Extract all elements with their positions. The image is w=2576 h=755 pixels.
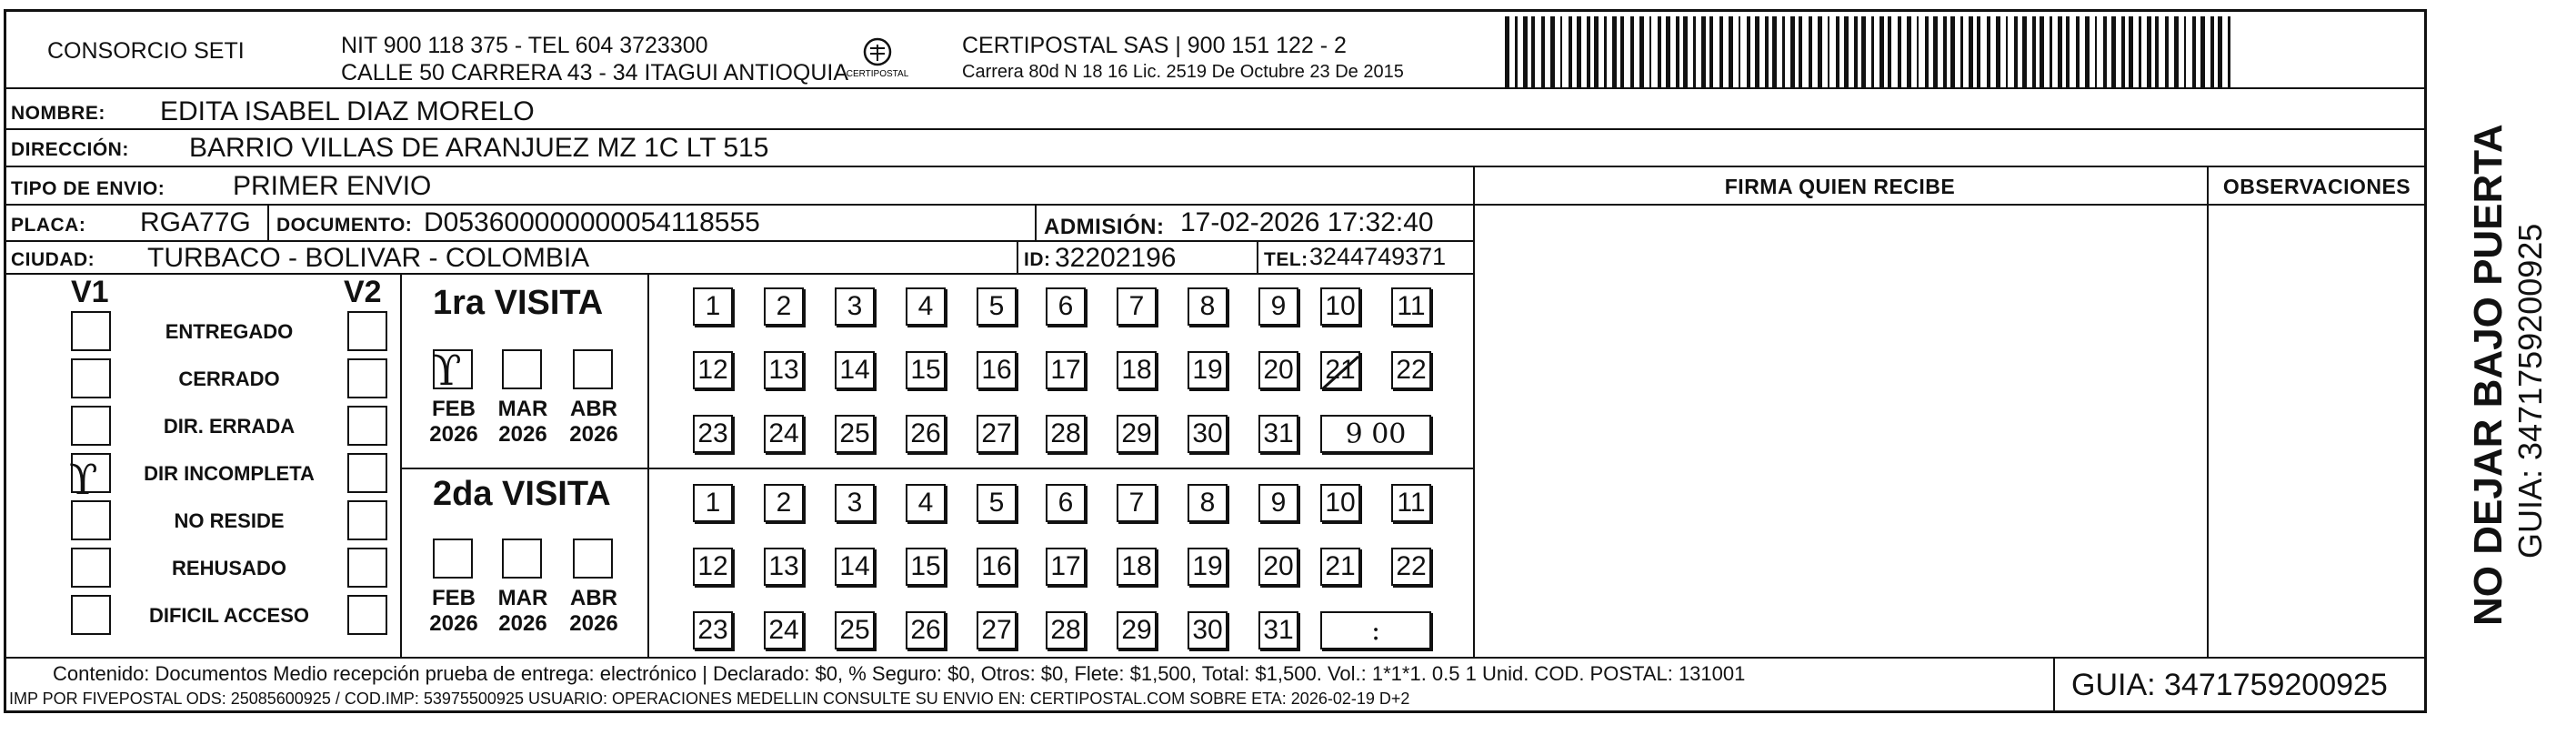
month-label: FEB 2026 xyxy=(429,586,478,636)
status-label: NO RESIDE xyxy=(174,509,285,532)
visit1-day-box[interactable]: 29 xyxy=(1117,415,1157,453)
barcode-bar xyxy=(1604,16,1607,87)
barcode-bar xyxy=(1898,16,1901,87)
barcode-bar xyxy=(2192,16,2196,87)
visit1-day-box[interactable]: 1 xyxy=(693,287,733,326)
v1-checkbox[interactable] xyxy=(71,311,111,351)
id-value: 32202196 xyxy=(1055,243,1177,273)
obs-left-border xyxy=(2207,166,2209,657)
row-line-4 xyxy=(4,240,1473,242)
visit2-day-box[interactable]: 18 xyxy=(1117,548,1157,586)
firma-header: FIRMA QUIEN RECIBE xyxy=(1724,175,1956,198)
v1-label: V1 xyxy=(71,275,109,309)
barcode-bar xyxy=(1587,16,1590,87)
barcode-bar xyxy=(2184,16,2186,87)
month-checkbox[interactable] xyxy=(573,539,613,579)
v1-checkbox[interactable] xyxy=(71,358,111,398)
barcode-bar xyxy=(1799,16,1802,87)
firma-left-border xyxy=(1473,166,1475,657)
admision-divider xyxy=(1035,204,1037,240)
visit1-day-box[interactable]: 11 xyxy=(1391,287,1431,326)
barcode-bar xyxy=(1594,16,1599,87)
tel-divider xyxy=(1257,240,1258,273)
id-divider xyxy=(1017,240,1018,273)
visit1-day-box[interactable]: 7 xyxy=(1117,287,1157,326)
row-line-1 xyxy=(4,128,2427,130)
visit2-day-box[interactable]: 25 xyxy=(835,611,875,649)
barcode-bar xyxy=(1950,16,1955,87)
barcode-bar xyxy=(1747,16,1750,87)
month-checkbox[interactable] xyxy=(433,539,473,579)
visit1-day-box[interactable]: 6 xyxy=(1046,287,1086,326)
v2-checkbox[interactable] xyxy=(347,406,387,446)
status-label: REHUSADO xyxy=(172,557,286,579)
visit2-day-box[interactable]: 13 xyxy=(764,548,804,586)
barcode-bar xyxy=(1505,16,1509,87)
visit1-day-box[interactable]: 23 xyxy=(693,415,733,453)
barcode-bar xyxy=(1666,16,1670,87)
visit1-day-box[interactable]: 19 xyxy=(1188,351,1228,389)
visit2-time-box[interactable]: : xyxy=(1320,611,1431,649)
barcode-bar xyxy=(1701,16,1706,87)
visit1-day-box[interactable]: 15 xyxy=(906,351,946,389)
barcode-bar xyxy=(1828,16,1829,87)
admision-label: ADMISIÓN: xyxy=(1044,215,1165,239)
placa-divider xyxy=(267,204,269,240)
month-label: FEB 2026 xyxy=(429,397,478,447)
placa-label: PLACA: xyxy=(11,215,86,236)
barcode-bar xyxy=(1676,16,1679,87)
v1-checkbox[interactable] xyxy=(71,406,111,446)
barcode xyxy=(1505,16,2232,87)
barcode-bar xyxy=(2218,16,2222,87)
visit2-day-box[interactable]: 7 xyxy=(1117,484,1157,522)
barcode-bar xyxy=(2014,16,2018,87)
visit2-day-box[interactable]: 21 xyxy=(1320,548,1360,586)
month-checkbox[interactable] xyxy=(502,349,542,389)
visit1-day-box[interactable]: 17 xyxy=(1046,351,1086,389)
barcode-bar xyxy=(1879,16,1884,87)
barcode-bar xyxy=(1917,16,1919,87)
visit1-day-box[interactable]: 14 xyxy=(835,351,875,389)
barcode-bar xyxy=(2111,16,2116,87)
tel-value: 3244749371 xyxy=(1309,243,1447,270)
nombre-label: NOMBRE: xyxy=(11,103,105,124)
visit2-day-box[interactable]: 27 xyxy=(977,611,1017,649)
barcode-bar xyxy=(2032,16,2036,87)
documento-label: DOCUMENTO: xyxy=(276,215,413,236)
no-dejar-bajo-puerta: NO DEJAR BAJO PUERTA xyxy=(2466,124,2511,626)
barcode-bar xyxy=(1719,16,1723,87)
nombre-value: EDITA ISABEL DIAZ MORELO xyxy=(160,96,535,126)
visit2-day-box[interactable]: 10 xyxy=(1320,484,1360,522)
barcode-bar xyxy=(1709,16,1713,87)
v1-checkbox[interactable] xyxy=(71,548,111,588)
visit2-day-box[interactable]: 12 xyxy=(693,548,733,586)
visit1-day-box[interactable]: 22 xyxy=(1391,351,1431,389)
visit1-day-strike-mark xyxy=(1317,351,1364,397)
barcode-bar xyxy=(2050,16,2052,87)
barcode-bar xyxy=(1739,16,1740,87)
barcode-bar xyxy=(1933,16,1938,87)
barcode-bar xyxy=(1809,16,1812,87)
visit1-day-box[interactable]: 3 xyxy=(835,287,875,326)
barcode-bar xyxy=(1531,16,1535,87)
barcode-bar xyxy=(2066,16,2070,87)
barcode-bar xyxy=(2210,16,2214,87)
barcode-bar xyxy=(1620,16,1624,87)
status-label: CERRADO xyxy=(178,367,280,390)
certipostal-logo xyxy=(838,36,917,82)
barcode-bar xyxy=(1541,16,1545,87)
visit1-day-box[interactable]: 18 xyxy=(1117,351,1157,389)
barcode-bar xyxy=(1818,16,1822,87)
svg-text:CERTIPOSTAL: CERTIPOSTAL xyxy=(846,69,909,79)
visit1-day-box[interactable]: 25 xyxy=(835,415,875,453)
visit1-day-box[interactable]: 10 xyxy=(1320,287,1360,326)
visit2-day-box[interactable]: 29 xyxy=(1117,611,1157,649)
status-label: DIR. ERRADA xyxy=(163,415,296,438)
visit1-day-box[interactable]: 2 xyxy=(764,287,804,326)
barcode-bar xyxy=(1977,16,1980,87)
barcode-bar xyxy=(1907,16,1911,87)
barcode-bar xyxy=(1844,16,1849,87)
barcode-bar xyxy=(1729,16,1733,87)
visit2-day-box[interactable]: 15 xyxy=(906,548,946,586)
visit2-day-box[interactable]: 1 xyxy=(693,484,733,522)
address-line: CALLE 50 CARRERA 43 - 34 ITAGUI ANTIOQUIA xyxy=(341,60,849,86)
barcode-bar xyxy=(1550,16,1555,87)
v2-checkbox[interactable] xyxy=(347,548,387,588)
tel-label: TEL: xyxy=(1264,249,1308,270)
barcode-bar xyxy=(2121,16,2125,87)
visit1-day-box[interactable]: 9 xyxy=(1258,287,1298,326)
observaciones-header: OBSERVACIONES xyxy=(2222,175,2411,198)
nit-line: NIT 900 118 375 - TEL 604 3723300 xyxy=(341,33,708,58)
barcode-bar xyxy=(1782,16,1785,87)
visit1-day-box[interactable]: 12 xyxy=(693,351,733,389)
month-label: MAR 2026 xyxy=(497,397,548,447)
barcode-bar xyxy=(1639,16,1644,87)
barcode-bar xyxy=(2155,16,2159,87)
footer-guia: GUIA: 3471759200925 xyxy=(2071,668,2388,702)
row-line-2 xyxy=(4,166,2427,167)
company-name: CONSORCIO SETI xyxy=(47,38,245,64)
visit1-day-box[interactable]: 20 xyxy=(1258,351,1298,389)
visit2-day-box[interactable]: 16 xyxy=(977,548,1017,586)
visit2-day-box[interactable]: 4 xyxy=(906,484,946,522)
barcode-bar xyxy=(1861,16,1866,87)
months-divider xyxy=(647,273,649,657)
visit1-day-box[interactable]: 4 xyxy=(906,287,946,326)
visit1-day-box[interactable]: 26 xyxy=(906,415,946,453)
barcode-bar xyxy=(1612,16,1617,87)
barcode-bar xyxy=(2040,16,2044,87)
visit2-day-box[interactable]: 28 xyxy=(1046,611,1086,649)
id-label: ID: xyxy=(1024,249,1051,270)
visit2-day-box[interactable]: 24 xyxy=(764,611,804,649)
barcode-bar xyxy=(2165,16,2169,87)
visit2-day-box[interactable]: 19 xyxy=(1188,548,1228,586)
v2-checkbox[interactable] xyxy=(347,453,387,493)
barcode-bar xyxy=(2129,16,2133,87)
visit2-day-box[interactable]: 9 xyxy=(1258,484,1298,522)
barcode-bar xyxy=(1560,16,1562,87)
visit2-day-box[interactable]: 30 xyxy=(1188,611,1228,649)
visit2-day-box[interactable]: 3 xyxy=(835,484,875,522)
barcode-bar xyxy=(1523,16,1528,87)
barcode-bar xyxy=(1925,16,1929,87)
barcode-bar xyxy=(1987,16,1990,87)
barcode-bar xyxy=(1888,16,1891,87)
barcode-bar xyxy=(2058,16,2062,87)
barcode-bar xyxy=(2103,16,2107,87)
row-line-3 xyxy=(4,204,1473,206)
barcode-bar xyxy=(2006,16,2008,87)
visit2-day-box[interactable]: 23 xyxy=(693,611,733,649)
header-divider xyxy=(4,87,2427,89)
month-label: ABR 2026 xyxy=(569,397,618,447)
visit1-day-box[interactable]: 28 xyxy=(1046,415,1086,453)
barcode-bar xyxy=(2228,16,2230,87)
tipo-label: TIPO DE ENVIO: xyxy=(11,178,165,199)
barcode-bar xyxy=(1790,16,1795,87)
visit2-day-box[interactable]: 8 xyxy=(1188,484,1228,522)
status-label: ENTREGADO xyxy=(165,320,294,343)
barcode-bar xyxy=(1960,16,1963,87)
visit2-day-box[interactable]: 22 xyxy=(1391,548,1431,586)
firma-header-line xyxy=(1473,204,2427,206)
documento-value: D053600000000054118555 xyxy=(424,207,760,237)
barcode-bar xyxy=(1969,16,1973,87)
month-checkbox[interactable] xyxy=(502,539,542,579)
visit1-day-box[interactable]: 31 xyxy=(1258,415,1298,453)
visit2-day-box[interactable]: 5 xyxy=(977,484,1017,522)
admision-value: 17-02-2026 17:32:40 xyxy=(1180,207,1434,237)
status-divider xyxy=(400,273,402,657)
visit2-day-box[interactable]: 17 xyxy=(1046,548,1086,586)
barcode-bar xyxy=(1772,16,1777,87)
barcode-bar xyxy=(1658,16,1661,87)
direccion-label: DIRECCIÓN: xyxy=(11,139,129,160)
visit1-day-box[interactable]: 24 xyxy=(764,415,804,453)
barcode-bar xyxy=(1854,16,1858,87)
visit1-day-box[interactable]: 27 xyxy=(977,415,1017,453)
barcode-bar xyxy=(1515,16,1518,87)
visit2-day-box[interactable]: 26 xyxy=(906,611,946,649)
barcode-bar xyxy=(1693,16,1696,87)
visit1-day-box[interactable]: 30 xyxy=(1188,415,1228,453)
month-label: MAR 2026 xyxy=(497,586,548,636)
barcode-bar xyxy=(1765,16,1769,87)
side-guia: GUIA: 3471759200925 xyxy=(2511,223,2549,559)
visit2-day-box[interactable]: 6 xyxy=(1046,484,1086,522)
certipostal-line2: Carrera 80d N 18 16 Lic. 2519 De Octubre 23 De 2015 xyxy=(962,62,1404,82)
barcode-bar xyxy=(2076,16,2080,87)
barcode-bar xyxy=(2085,16,2090,87)
placa-value: RGA77G xyxy=(140,207,251,237)
footer-line2: IMP POR FIVEPOSTAL ODS: 25085600925 / COD.IMP: 53975500925 USUARIO: OPERACIONES MEDELLIN CONSULTE SU ENVIO EN: CERTIPOSTAL.COM SOBRE ETA: 2026-02-19 D+2 xyxy=(9,690,1410,708)
barcode-bar xyxy=(1871,16,1874,87)
barcode-bar xyxy=(2095,16,2097,87)
v1-check-mark: ϒ xyxy=(69,455,98,504)
visit1-day-box[interactable]: 21 xyxy=(1320,351,1360,389)
visit-divider xyxy=(400,468,1473,469)
footer-divider xyxy=(4,657,2427,659)
visit1-month-check-mark: ϒ xyxy=(433,346,462,395)
barcode-bar xyxy=(1649,16,1651,87)
ciudad-label: CIUDAD: xyxy=(11,249,95,270)
footer-line1: Contenido: Documentos Medio recepción prueba de entrega: electrónico | Declarado: $0, % Seguro: $0, Otros: $0, Flete: $1,500, Total: $1,500. Vol.: 1*1*1. 0.5 1 Unid. COD. POSTAL: 131001 xyxy=(53,662,1746,685)
v2-checkbox[interactable] xyxy=(347,595,387,635)
visit1-time-box[interactable]: 9 00 xyxy=(1320,415,1431,453)
visit1-title: 1ra VISITA xyxy=(433,284,604,322)
barcode-bar xyxy=(1836,16,1839,87)
barcode-bar xyxy=(2174,16,2179,87)
visit2-day-box[interactable]: 14 xyxy=(835,548,875,586)
ciudad-value: TURBACO - BOLIVAR - COLOMBIA xyxy=(147,243,590,273)
v1-checkbox[interactable] xyxy=(71,500,111,540)
visit2-title: 2da VISITA xyxy=(433,475,611,513)
visit1-day-box[interactable]: 8 xyxy=(1188,287,1228,326)
visit1-day-box[interactable]: 13 xyxy=(764,351,804,389)
barcode-bar xyxy=(1683,16,1688,87)
status-label: DIR INCOMPLETA xyxy=(144,462,315,485)
direccion-value: BARRIO VILLAS DE ARANJUEZ MZ 1C LT 515 xyxy=(189,133,769,163)
v2-label: V2 xyxy=(344,275,382,309)
visit1-day-box[interactable]: 5 xyxy=(977,287,1017,326)
barcode-bar xyxy=(2147,16,2151,87)
month-label: ABR 2026 xyxy=(569,586,618,636)
barcode-bar xyxy=(2200,16,2205,87)
barcode-bar xyxy=(2022,16,2027,87)
footer-guia-divider xyxy=(2053,657,2055,713)
visit1-day-box[interactable]: 16 xyxy=(977,351,1017,389)
v2-checkbox[interactable] xyxy=(347,500,387,540)
tipo-value: PRIMER ENVIO xyxy=(233,171,432,201)
month-checkbox[interactable] xyxy=(573,349,613,389)
v2-checkbox[interactable] xyxy=(347,311,387,351)
barcode-bar xyxy=(1996,16,2000,87)
barcode-bar xyxy=(1943,16,1947,87)
visit2-day-box[interactable]: 20 xyxy=(1258,548,1298,586)
visit2-day-box[interactable]: 31 xyxy=(1258,611,1298,649)
barcode-bar xyxy=(2139,16,2141,87)
barcode-bar xyxy=(1569,16,1572,87)
certipostal-line1: CERTIPOSTAL SAS | 900 151 122 - 2 xyxy=(962,33,1347,58)
visit2-day-box[interactable]: 11 xyxy=(1391,484,1431,522)
v2-checkbox[interactable] xyxy=(347,358,387,398)
status-label: DIFICIL ACCESO xyxy=(148,604,309,627)
barcode-bar xyxy=(1755,16,1759,87)
v1-checkbox[interactable] xyxy=(71,595,111,635)
visit2-day-box[interactable]: 2 xyxy=(764,484,804,522)
barcode-bar xyxy=(1577,16,1581,87)
barcode-bar xyxy=(1630,16,1634,87)
